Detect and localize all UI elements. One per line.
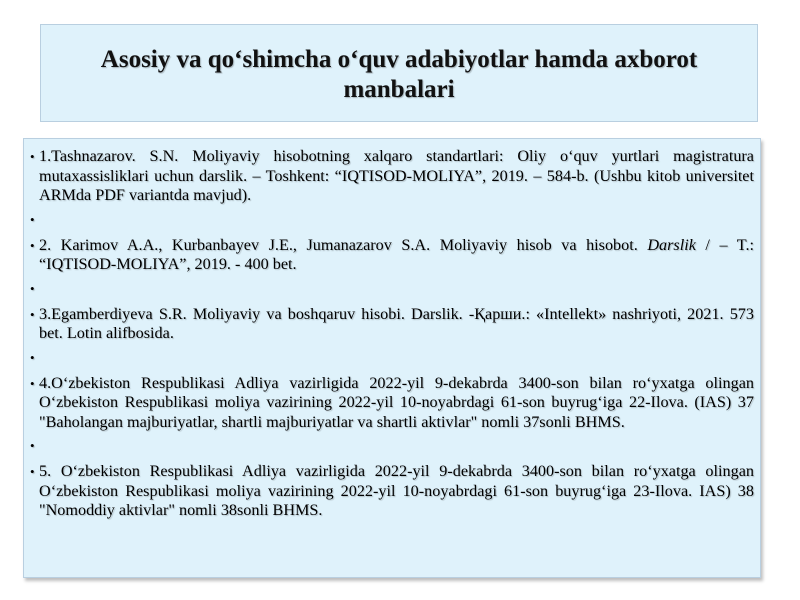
bullet-icon: • <box>30 375 35 391</box>
slide-title <box>41 45 757 105</box>
references-panel <box>23 138 761 578</box>
bullet-icon: • <box>30 464 35 479</box>
empty-bullet-item <box>30 279 754 301</box>
bullet-icon: • <box>30 280 35 296</box>
bullet-icon: • <box>30 237 35 253</box>
reference-text: 3.Egamberdiyeva S.R. Moliyaviy va boshqaruv hisobi. Darslik. -Қарши.: «Intellekt» nashriyoti, 2021. 573 bet. Lotin alifbosida. <box>39 304 754 342</box>
reference-text <box>39 236 754 275</box>
reference-text: 4.O‘zbekiston Respublikasi Adliya vazirligida 2022-yil 9-dekabrda 3400-son bilan ro‘yxatga olingan O‘zbekiston Respublikasi moliya vazirining 2022-yil 10-noyabrdagi 61-son buyrug‘iga 22-Ilova. (IAS) 37 "Baholangan majburiyatlar, shartli majburiyatlar va shartli aktivlar" nomli 37sonli BHMS. <box>39 373 754 431</box>
reference-text-part: 2. Karimov A.A., Kurbanbayev J.E., Jumanazarov S.A. Moliyaviy hisob va hisobot. <box>39 235 648 254</box>
slide-title-line-2: manbalari <box>343 76 455 103</box>
reference-list <box>30 147 754 525</box>
bullet-icon: • <box>30 438 35 453</box>
reference-item-5 <box>30 462 754 521</box>
reference-italic-word: Darslik <box>647 235 696 254</box>
reference-item-3 <box>30 305 754 344</box>
bullet-icon: • <box>30 149 35 164</box>
reference-item-2 <box>30 236 754 275</box>
reference-text: 1.Tashnazarov. S.N. Moliyaviy hisobotning xalqaro standartlari: Oliy o‘quv yurtlari magistratura mutaxassisliklari uchun darslik. – Toshkent: “IQTISOD-MOLIYA”, 2019. – 584-b. (Ushbu kitob universitet ARMda PDF variantda mavjud). <box>39 147 754 204</box>
reference-text: 5. O‘zbekiston Respublikasi Adliya vazirligida 2022-yil 9-dekabrda 3400-son bilan ro‘yxatga olingan O‘zbekiston Respublikasi moliya vazirining 2022-yil 10-noyabrdagi 61-son buyrug‘iga 23-Ilova. IAS) 38 "Nomoddiy aktivlar" nomli 38sonli BHMS. <box>39 462 754 519</box>
bullet-icon: • <box>30 211 35 227</box>
bullet-icon: • <box>30 306 35 322</box>
bullet-icon: • <box>30 349 35 365</box>
title-panel <box>40 24 758 122</box>
empty-bullet-item <box>30 348 754 370</box>
reference-text-part: / – T.: “IQTISOD-MOLIYA”, 2019. - 400 bet. <box>39 235 754 273</box>
reference-item-4 <box>30 374 754 433</box>
empty-bullet-item <box>30 436 754 458</box>
empty-bullet-item <box>30 210 754 232</box>
reference-item-1 <box>30 147 754 206</box>
slide-title-line-1: Asosiy va qo‘shimcha o‘quv adabiyotlar hamda axborot <box>100 46 698 73</box>
